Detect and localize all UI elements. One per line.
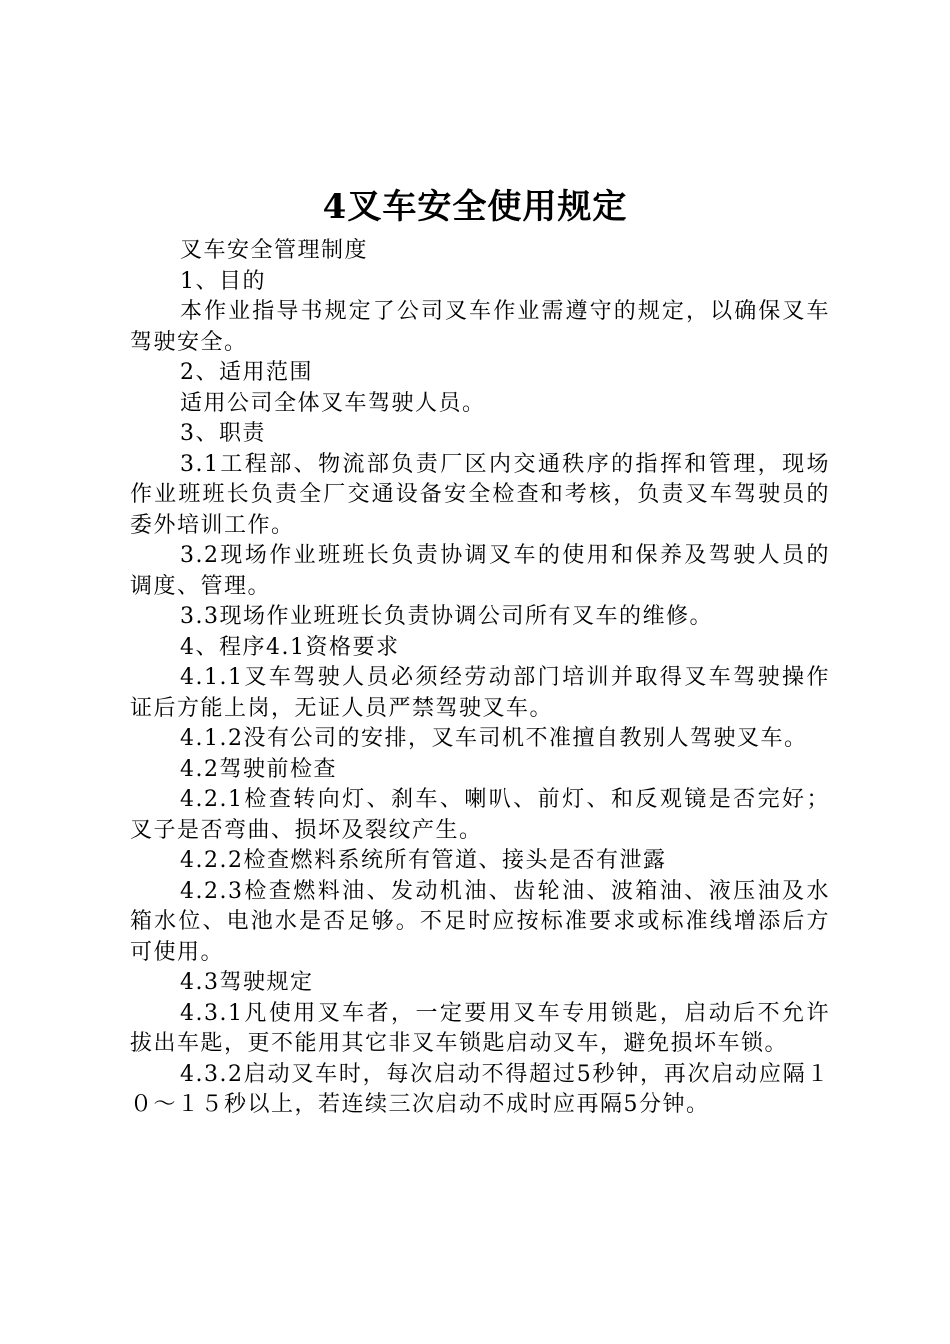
paragraph: 4.2.2检查燃料系统所有管道、接头是否有泄露 [180, 848, 667, 873]
document-title: 4叉车安全使用规定 [322, 187, 628, 227]
document-body [130, 236, 830, 1121]
paragraph: 适用公司全体叉车驾驶人员。 [180, 390, 486, 416]
paragraph: 4.3.2启动叉车时，每次启动不得超过5秒钟，再次启动应隔１０～１５秒以上，若连续三次启动不成时应再隔5分钟。 [130, 1061, 830, 1117]
section-heading-scope: 2、适用范围 [180, 360, 313, 385]
section-heading-duties: 3、职责 [180, 421, 266, 446]
paragraph: 4.2.3检查燃料油、发动机油、齿轮油、波箱油、液压油及水箱水位、电池水是否足够。不足时应按标准要求或标准线增添后方可使用。 [130, 878, 830, 965]
section-heading-purpose: 1、目的 [180, 268, 266, 294]
paragraph: 3.2现场作业班班长负责协调叉车的使用和保养及驾驶人员的调度、管理。 [130, 543, 830, 599]
paragraph: 4.3.1凡使用叉车者，一定要用叉车专用锁匙，启动后不允许拔出车匙，更不能用其它非叉车锁匙启动叉车，避免损坏车锁。 [130, 1000, 830, 1056]
paragraph: 3.1工程部、物流部负责厂区内交通秩序的指挥和管理，现场作业班班长负责全厂交通设备安全检查和考核，负责叉车驾驶员的委外培训工作。 [130, 451, 830, 538]
paragraph: 4.2.1检查转向灯、刹车、喇叭、前灯、和反观镜是否完好；叉子是否弯曲、损坏及裂纹产生。 [130, 787, 830, 843]
paragraph: 本作业指导书规定了公司叉车作业需遵守的规定，以确保叉车驾驶安全。 [130, 299, 830, 355]
paragraph-heading: 叉车安全管理制度 [180, 238, 369, 263]
paragraph: 3.3现场作业班班长负责协调公司所有叉车的维修。 [180, 604, 713, 629]
subsection-heading: 4.2驾驶前检查 [180, 756, 337, 782]
paragraph: 4.1.1叉车驾驶人员必须经劳动部门培训并取得叉车驾驶操作证后方能上岗，无证人员严禁驾驶叉车。 [130, 665, 830, 721]
paragraph: 4.1.2没有公司的安排，叉车司机不准擅自教别人驾驶叉车。 [180, 726, 808, 751]
subsection-heading: 4.3驾驶规定 [180, 970, 314, 995]
section-heading-procedure: 4、程序4.1资格要求 [180, 634, 400, 660]
